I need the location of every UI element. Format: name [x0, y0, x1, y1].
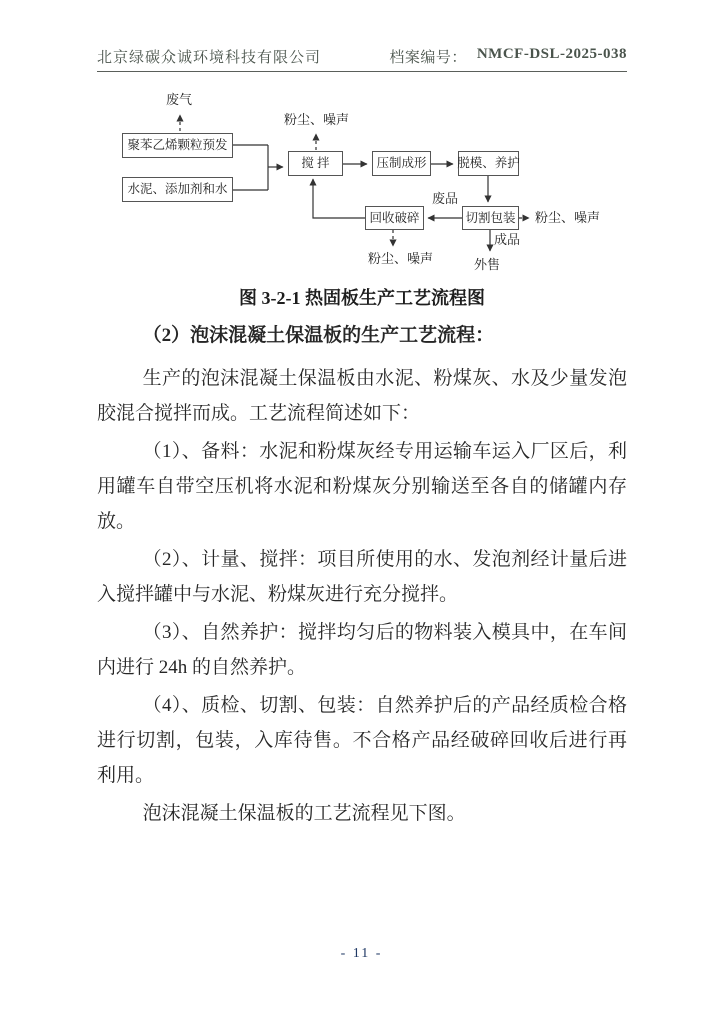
paragraph-intro: 生产的泡沫混凝土保温板由水泥、粉煤灰、水及少量发泡胶混合搅拌而成。工艺流程简述如下：: [97, 368, 627, 424]
label-scrap: 废品: [432, 191, 459, 206]
flowchart-node-cut-pack: 切割包装: [462, 206, 519, 230]
page-header: [97, 44, 627, 72]
flowchart-node-pre-expand: 聚苯乙烯颗粒预发: [122, 133, 233, 158]
paragraph-step4: （4）、质检、切割、包装：自然养护后的产品经质检合格进行切割，包装，入库待售。不合格产品经破碎回收后进行再利用。: [97, 695, 627, 786]
label-dust-noise-recycle: 粉尘、噪声: [368, 251, 434, 266]
page-footer: [0, 946, 723, 962]
flowchart-node-demold-cure: 脱模、养护: [458, 151, 519, 176]
archive-value: NMCF-DSL-2025-038: [476, 46, 627, 62]
flowchart-node-press: 压制成形: [372, 151, 431, 176]
figure-caption: 图 3-2-1 热固板生产工艺流程图: [239, 288, 485, 308]
paragraph-outro: 泡沫混凝土保温板的工艺流程见下图。: [142, 803, 466, 824]
header-archive-number: [389, 46, 627, 67]
paragraph-step3: （3）、自然养护：搅拌均匀后的物料装入模具中，在车间内进行 24h 的自然养护。: [97, 622, 627, 678]
paragraph-step1: （1）、备料：水泥和粉煤灰经专用运输车运入厂区后，利用罐车自带空压机将水泥和粉煤灰分别输送至各自的储罐内存放。: [97, 441, 627, 532]
label-waste-gas: 废气: [166, 92, 193, 107]
header-company-name: 北京绿碳众诚环境科技有限公司: [97, 50, 322, 66]
archive-label: 档案编号：: [389, 50, 467, 66]
flowchart-node-recycle-crush: 回收破碎: [365, 206, 424, 230]
body-text: [97, 318, 627, 834]
section-heading: （2）泡沫混凝土保温板的生产工艺流程：: [142, 325, 495, 346]
label-dust-noise-mix: 粉尘、噪声: [284, 112, 350, 127]
label-external-sale: 外售: [474, 257, 501, 272]
flowchart-node-mix: 搅 拌: [288, 151, 343, 176]
label-finished-product: 成品: [494, 232, 521, 247]
paragraph-step2: （2）、计量、搅拌：项目所使用的水、发泡剂经计量后进入搅拌罐中与水泥、粉煤灰进行充分搅拌。: [97, 549, 627, 605]
page-number: - 11 -: [340, 946, 383, 961]
flowchart-node-cement-water: 水泥、添加剂和水: [122, 177, 233, 202]
label-dust-noise-cut: 粉尘、噪声: [535, 210, 601, 225]
